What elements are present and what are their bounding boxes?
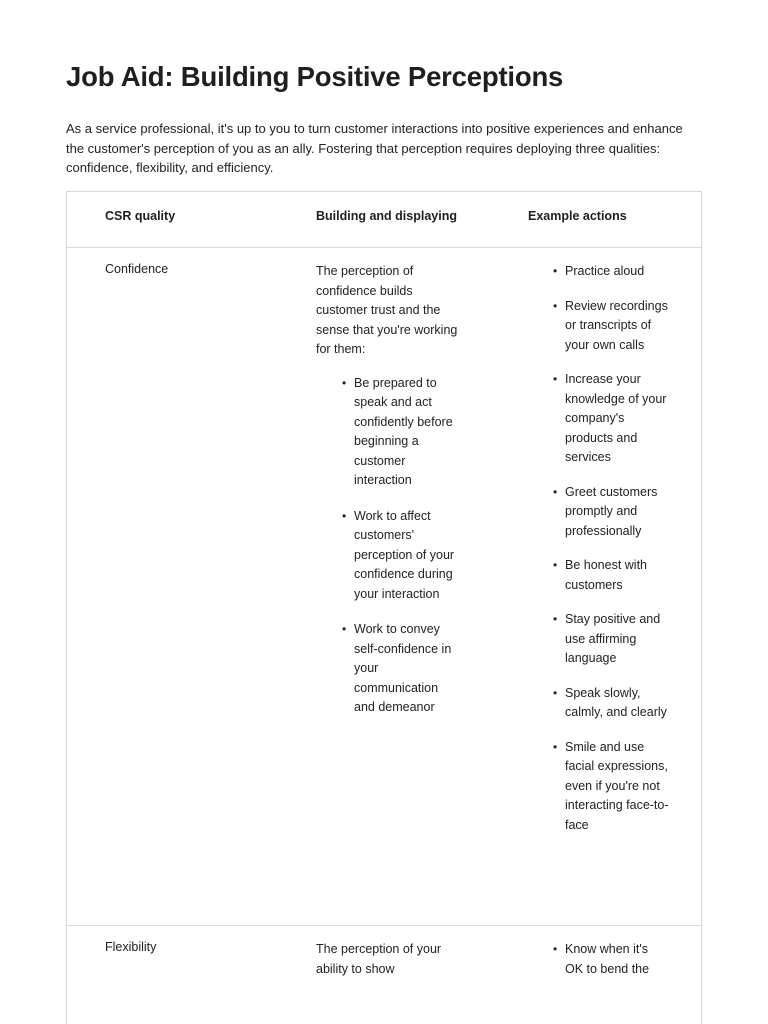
list-item: • Know when it's OK to bend the [553,942,650,976]
row-flexibility-building-intro: The perception of your ability to show [316,942,442,976]
list-item: • Greet customers promptly and professionally [553,484,658,538]
list-item: • Stay positive and use affirming language [553,612,661,665]
bullet-icon: • [342,375,347,390]
list-item: • Be prepared to speak and act confidently before beginning a customer interaction [342,375,453,487]
header-example-actions: Example actions [528,209,627,223]
row-flexibility-actions [553,940,669,979]
bullet-icon: • [342,622,347,636]
list-item: • Work to affect customers' perception of your confidence during your interaction [342,508,455,601]
bullet-icon: • [553,942,558,956]
qualities-table [66,191,702,1024]
bullet-icon: • [553,264,558,278]
list-item: • Smile and use facial expressions, even if you're not interacting face-to-face [553,739,669,832]
row-confidence-actions-list [553,262,669,835]
list-item: • Speak slowly, calmly, and clearly [553,685,667,719]
bullet-icon: • [553,298,558,313]
bullet-icon: • [553,372,558,386]
list-item: • Be honest with customers [553,558,647,592]
row-divider [67,925,701,926]
bullet-icon: • [553,685,558,700]
header-csr-quality: CSR quality [105,209,176,223]
row-flexibility-quality: Flexibility [105,940,157,954]
list-item: • Practice aloud [565,262,669,282]
bullet-icon: • [342,508,347,523]
bullet-icon: • [553,558,558,572]
row-flexibility-actions-list [553,940,669,979]
row-confidence-building-intro: The perception of confidence builds customer trust and the sense that you're working for them: [316,264,458,356]
bullet-icon: • [553,739,558,754]
page-title: Job Aid: Building Positive Perceptions [66,61,564,92]
list-item: • Increase your knowledge of your company's products and services [553,372,667,464]
header-building-displaying: Building and displaying [316,209,457,223]
list-item: • Work to convey self-confidence in your communication and demeanor [342,622,452,714]
list-item: • Review recordings or transcripts of your own calls [553,298,668,352]
table-header-row [67,192,701,248]
bullet-icon: • [553,484,558,499]
row-flexibility-building [316,940,466,979]
row-confidence-building-list [342,374,456,718]
row-confidence-actions [553,262,669,835]
intro-paragraph: As a service professional, it's up to you to turn customer interactions into positive experiences and enhance the customer's perception of you as an ally. Fostering that perception requires deploying three qualities: confidence, flexibility, and efficiency. [66,121,683,175]
row-confidence-building [316,262,466,718]
bullet-icon: • [553,612,558,626]
row-confidence-quality: Confidence [105,262,169,276]
